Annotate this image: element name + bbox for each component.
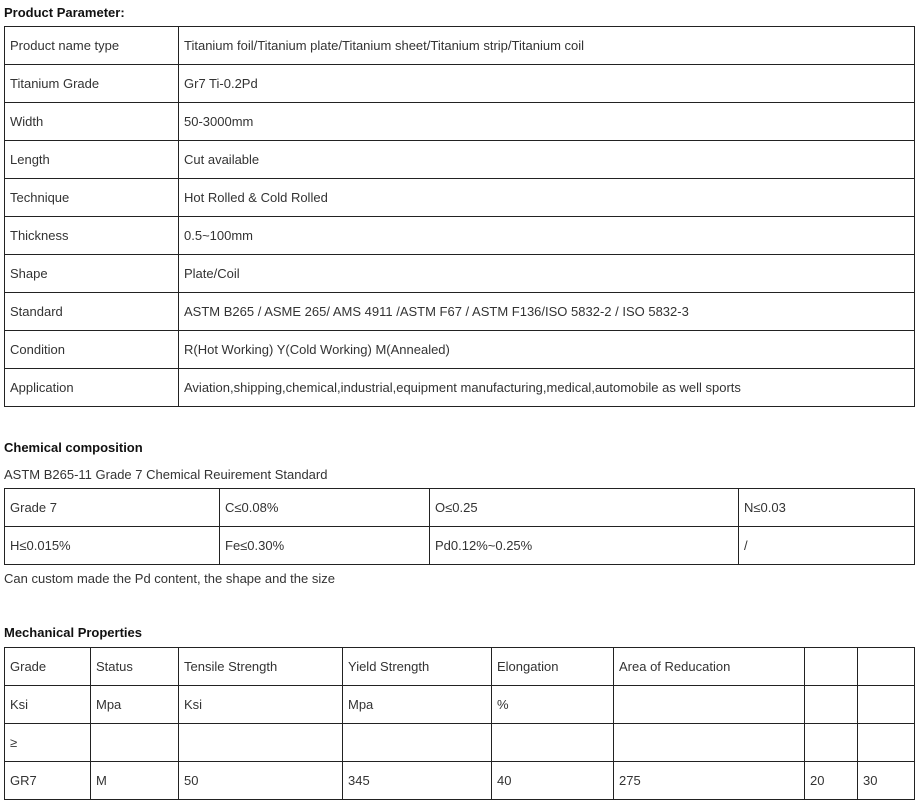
chemical-custom-note: Can custom made the Pd content, the shape and the size <box>4 571 335 586</box>
table-row <box>5 255 915 293</box>
chemical-composition-table <box>4 488 915 565</box>
mechanical-properties-heading: Mechanical Properties <box>4 625 142 640</box>
mechanical-properties-cell: ≥ <box>5 724 91 762</box>
mechanical-properties-cell: % <box>492 686 614 724</box>
mechanical-properties-cell <box>492 724 614 762</box>
table-row <box>5 65 915 103</box>
table-row <box>5 179 915 217</box>
mechanical-properties-cell: Mpa <box>343 686 492 724</box>
table-row <box>5 103 915 141</box>
product-parameter-cell: Gr7 Ti-0.2Pd <box>179 65 915 103</box>
mechanical-properties-cell <box>343 724 492 762</box>
product-parameter-cell: ASTM B265 / ASME 265/ AMS 4911 /ASTM F67 / ASTM F136/ISO 5832-2 / ISO 5832-3 <box>179 293 915 331</box>
mechanical-properties-table <box>4 647 915 800</box>
chemical-composition-cell: N≤0.03 <box>739 489 915 527</box>
mechanical-properties-cell: 40 <box>492 762 614 800</box>
table-row <box>5 724 915 762</box>
table-row <box>5 762 915 800</box>
product-parameter-cell: Application <box>5 369 179 407</box>
mechanical-properties-cell: Grade <box>5 648 91 686</box>
product-parameter-cell: Thickness <box>5 217 179 255</box>
mechanical-properties-cell: 275 <box>614 762 805 800</box>
table-row <box>5 217 915 255</box>
table-row <box>5 331 915 369</box>
mechanical-properties-cell: M <box>91 762 179 800</box>
table-row <box>5 489 915 527</box>
chemical-composition-heading: Chemical composition <box>4 440 143 455</box>
mechanical-properties-cell <box>179 724 343 762</box>
mechanical-properties-cell: Area of Reducation <box>614 648 805 686</box>
mechanical-properties-cell: GR7 <box>5 762 91 800</box>
chemical-composition-cell: C≤0.08% <box>220 489 430 527</box>
mechanical-properties-cell: Elongation <box>492 648 614 686</box>
table-row <box>5 293 915 331</box>
chemical-composition-cell: Pd0.12%~0.25% <box>430 527 739 565</box>
mechanical-properties-cell: Ksi <box>179 686 343 724</box>
mechanical-properties-cell <box>614 686 805 724</box>
product-parameter-cell: Shape <box>5 255 179 293</box>
chemical-composition-cell: Fe≤0.30% <box>220 527 430 565</box>
mechanical-properties-cell: 30 <box>858 762 915 800</box>
product-parameter-cell: 50-3000mm <box>179 103 915 141</box>
product-parameter-cell: Product name type <box>5 27 179 65</box>
mechanical-properties-cell: 345 <box>343 762 492 800</box>
mechanical-properties-cell: 20 <box>805 762 858 800</box>
product-parameter-cell: 0.5~100mm <box>179 217 915 255</box>
mechanical-properties-cell <box>805 648 858 686</box>
mechanical-properties-cell <box>805 724 858 762</box>
mechanical-properties-cell: Ksi <box>5 686 91 724</box>
table-row <box>5 648 915 686</box>
chemical-composition-cell: H≤0.015% <box>5 527 220 565</box>
table-row <box>5 141 915 179</box>
mechanical-properties-cell <box>805 686 858 724</box>
chemical-standard-subtitle: ASTM B265-11 Grade 7 Chemical Reuirement Standard <box>4 467 328 482</box>
mechanical-properties-cell: Yield Strength <box>343 648 492 686</box>
table-row <box>5 27 915 65</box>
mechanical-properties-cell <box>614 724 805 762</box>
product-parameter-cell: Aviation,shipping,chemical,industrial,equipment manufacturing,medical,automobile as well sports <box>179 369 915 407</box>
mechanical-properties-cell: Status <box>91 648 179 686</box>
chemical-composition-cell: Grade 7 <box>5 489 220 527</box>
chemical-composition-cell: / <box>739 527 915 565</box>
product-parameter-cell: Titanium foil/Titanium plate/Titanium sheet/Titanium strip/Titanium coil <box>179 27 915 65</box>
mechanical-properties-cell: 50 <box>179 762 343 800</box>
mechanical-properties-cell <box>858 686 915 724</box>
chemical-composition-cell: O≤0.25 <box>430 489 739 527</box>
table-row <box>5 686 915 724</box>
product-parameter-table <box>4 26 915 407</box>
product-parameter-cell: Width <box>5 103 179 141</box>
mechanical-properties-cell <box>858 724 915 762</box>
mechanical-properties-cell: Tensile Strength <box>179 648 343 686</box>
product-parameter-heading: Product Parameter: <box>4 5 125 20</box>
product-parameter-cell: Plate/Coil <box>179 255 915 293</box>
mechanical-properties-cell <box>91 724 179 762</box>
table-row <box>5 527 915 565</box>
mechanical-properties-cell: Mpa <box>91 686 179 724</box>
product-parameter-cell: Hot Rolled & Cold Rolled <box>179 179 915 217</box>
product-parameter-cell: Length <box>5 141 179 179</box>
product-parameter-cell: Standard <box>5 293 179 331</box>
product-parameter-cell: R(Hot Working) Y(Cold Working) M(Annealed) <box>179 331 915 369</box>
product-parameter-cell: Titanium Grade <box>5 65 179 103</box>
product-parameter-cell: Technique <box>5 179 179 217</box>
product-parameter-cell: Condition <box>5 331 179 369</box>
table-row <box>5 369 915 407</box>
mechanical-properties-cell <box>858 648 915 686</box>
product-parameter-cell: Cut available <box>179 141 915 179</box>
